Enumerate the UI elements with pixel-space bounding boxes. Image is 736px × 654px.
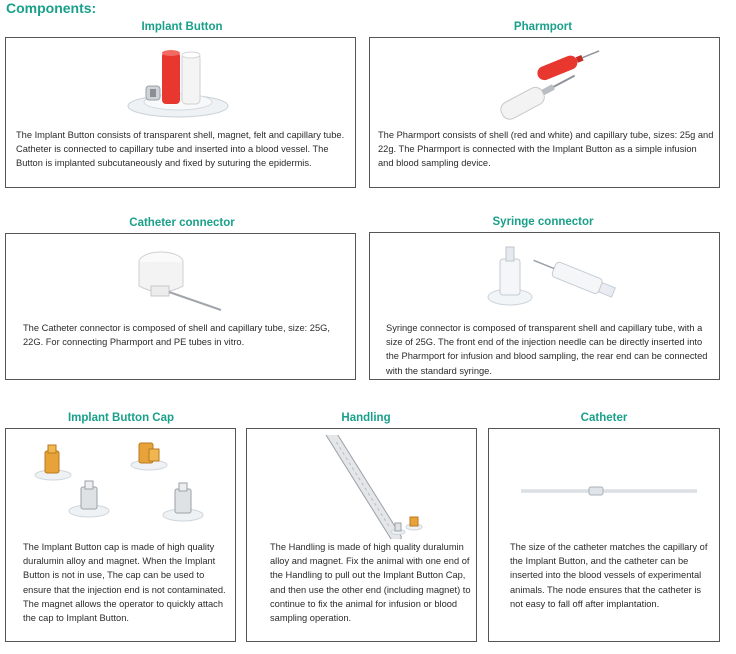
catheter-connector-panel [5,233,356,380]
syringe-connector-panel [369,232,720,380]
implant-button-panel [5,37,356,188]
handling-description: The Handling is made of high quality duralumin alloy and magnet. Fix the animal with one end of the Handling to pull out the Implant Button Cap, and then use the other end (including magnet) to continue to fix the animal for infusion or blood sampling operation. [270,542,471,624]
syringe-connector-title: Syringe connector [492,216,594,228]
handling-panel [246,428,477,642]
handling-title: Handling [341,412,391,424]
catheter-icon [519,481,699,501]
catheter-connector-description: The Catheter connector is composed of shell and capillary tube, size: 25G, 22G. For connecting Pharmport and PE tubes in vitro. [23,323,330,348]
pharmport-panel [369,37,720,188]
catheter-connector-icon [121,242,241,320]
pharmport-description: The Pharmport consists of shell (red and white) and capillary tube, sizes: 25g and 22g. The Pharmport is connected with the Implant Button as a simple infusion and blood sampling device. [378,130,714,169]
implant-button-cap-icon [31,439,211,531]
pharmport-title: Pharmport [513,21,573,33]
handling-icon [302,435,432,539]
catheter-panel [488,428,720,642]
implant-button-cap-description: The Implant Button cap is made of high quality duralumin alloy and magnet. When the Implant Button is not in use, The cap can be used to ensure that the injection end is not contaminated. The magnet allows the operator to quickly attach the cap to Implant Button. [23,542,226,624]
page-heading: Components: [6,0,97,16]
catheter-description: The size of the catheter matches the capillary of the Implant Button, and the catheter can be inserted into the blood vessels of experimental animals. The node ensures that the catheter is not easy to fall off after implantation. [510,542,708,609]
syringe-connector-icon [480,239,630,319]
implant-button-title: Implant Button [141,21,223,33]
implant-button-cap-title: Implant Button Cap [67,412,175,424]
pharmport-icon [475,48,615,120]
catheter-connector-title: Catheter connector [129,217,235,229]
syringe-connector-description: Syringe connector is composed of transparent shell and capillary tube, with a size of 25G. The front end of the injection needle can be directly inserted into the Pharmport for infusion and blood sampling, the rear end can be connected with the standard syringe. [386,323,708,376]
implant-button-cap-panel [5,428,236,642]
catheter-title: Catheter [580,412,628,424]
implant-button-icon [118,44,238,120]
implant-button-description: The Implant Button consists of transparent shell, magnet, felt and capillary tube. Catheter is connected to capillary tube and inserted into a blood vessel. The Button is implanted subcutaneously and fixed by suturing the epidermis. [16,130,345,169]
